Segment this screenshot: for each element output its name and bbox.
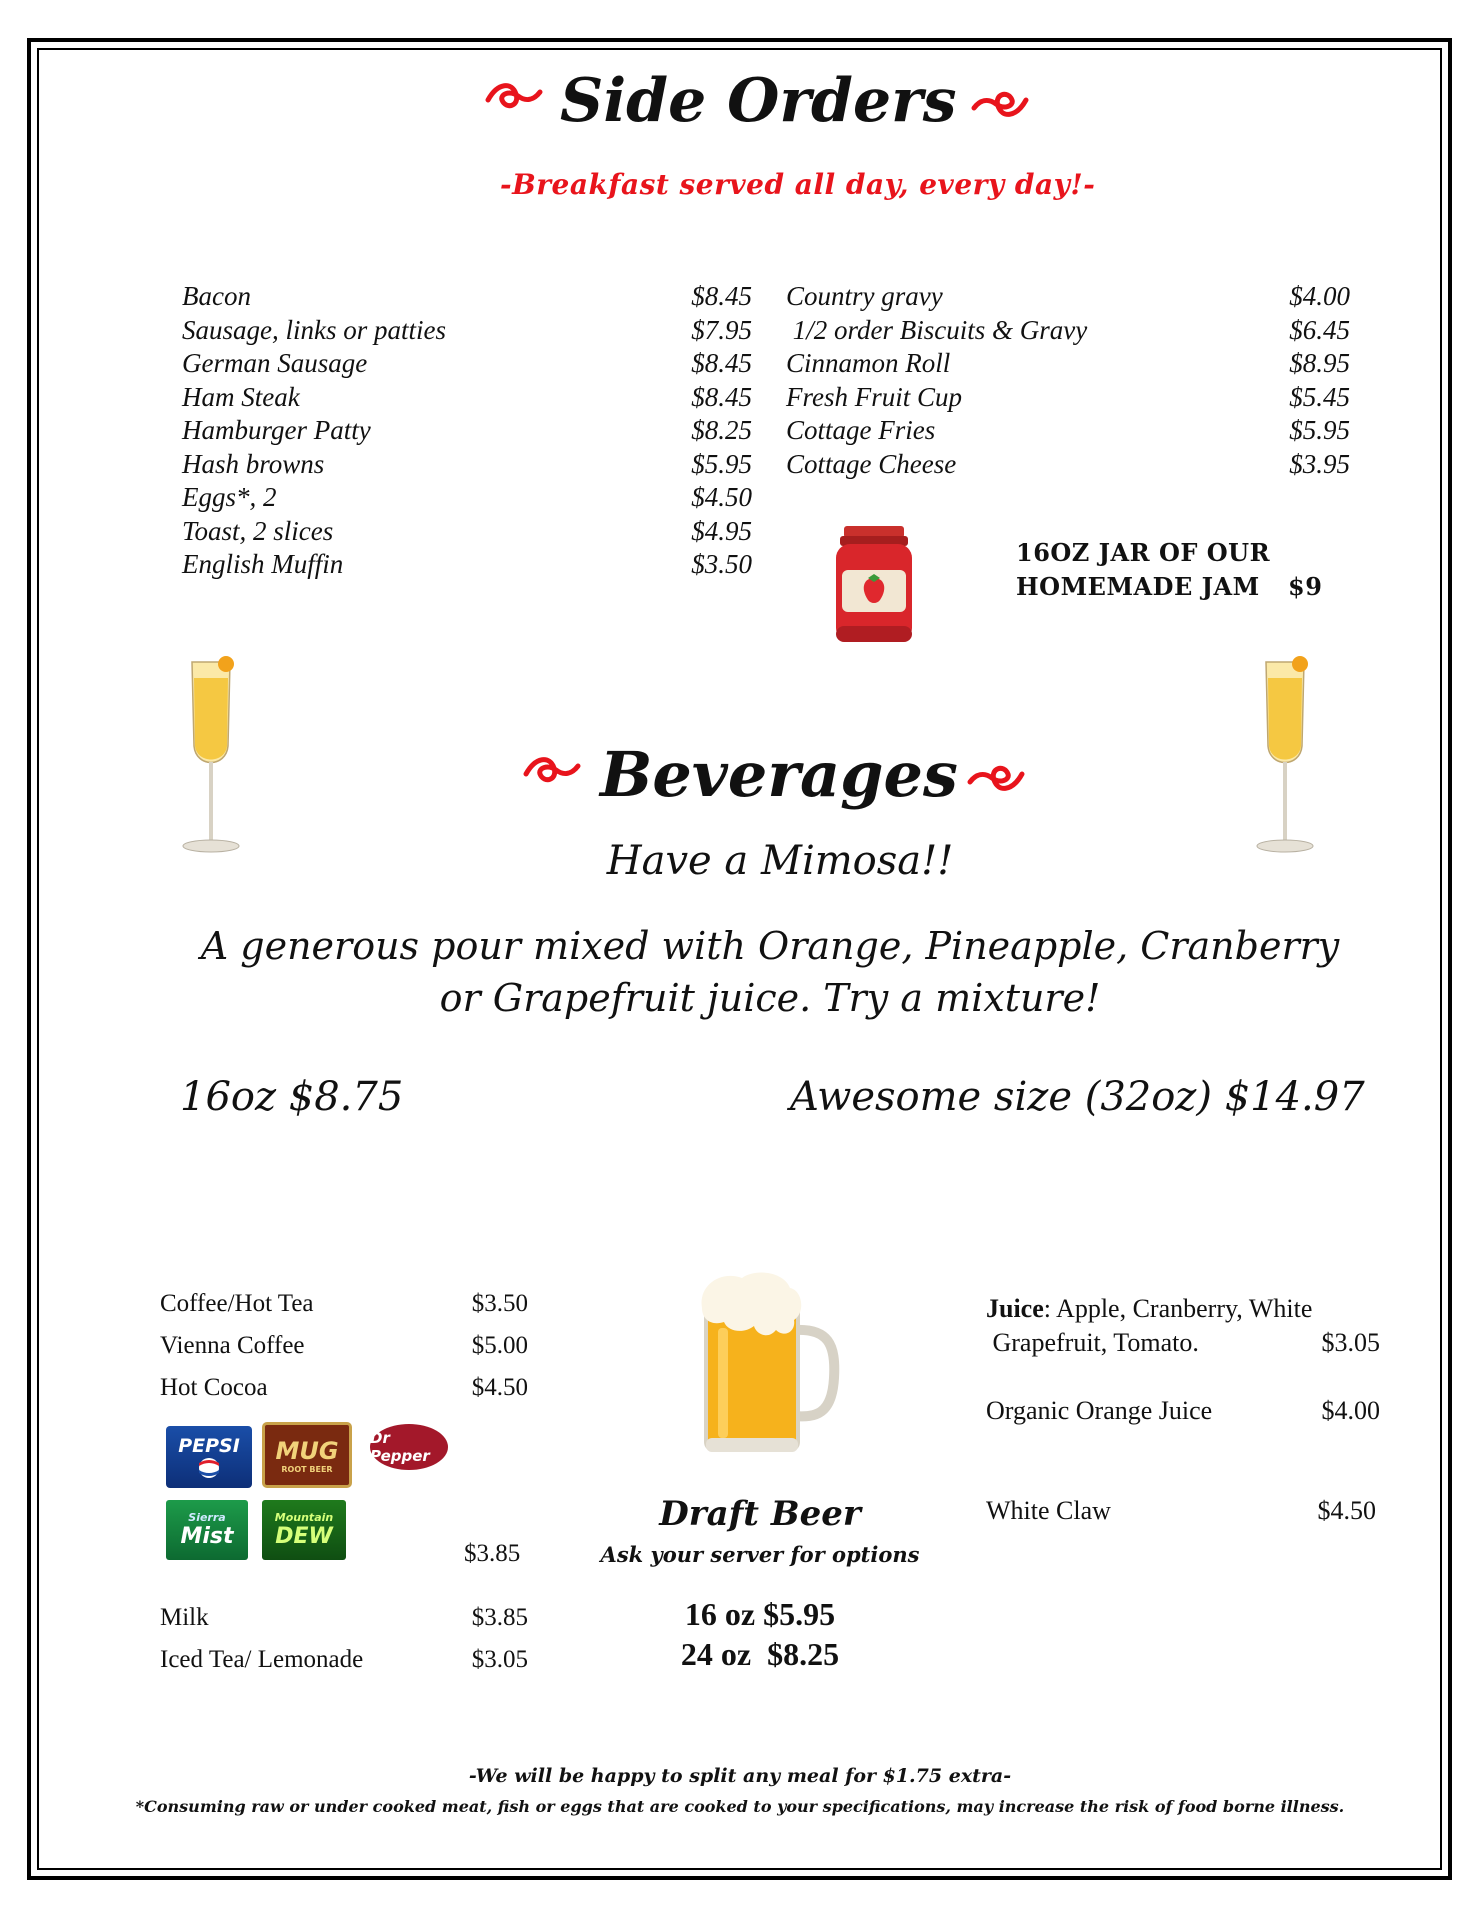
organic-oj-price: $4.00 [1321, 1396, 1380, 1425]
menu-item-row [160, 1286, 528, 1322]
menu-item-name: English Muffin [182, 549, 344, 579]
menu-item-row [786, 347, 1350, 380]
menu-item-price: $5.45 [1289, 381, 1350, 412]
mug-root-beer-logo [262, 1422, 352, 1488]
flourish-left-icon [484, 78, 544, 129]
menu-item-price: $3.85 [471, 1604, 528, 1631]
draft-beer-title: Draft Beer [659, 1494, 861, 1534]
menu-item-name: Sausage, links or patties [182, 314, 446, 345]
beer-mug-icon [698, 1268, 842, 1462]
menu-item-row [786, 280, 1350, 313]
mimosa-glass-left-icon [178, 650, 244, 860]
white-claw-price: $4.50 [1317, 1496, 1376, 1525]
menu-item-row [182, 481, 752, 514]
menu-item-row [182, 414, 752, 447]
menu-item-row [786, 381, 1350, 414]
mug-logo-subtext: ROOT BEER [281, 1464, 333, 1474]
jam-jar-icon [832, 526, 916, 648]
menu-item-name: Hot Cocoa [160, 1374, 268, 1401]
menu-item-price: $3.50 [471, 1290, 528, 1317]
menu-item-name: Fresh Fruit Cup [786, 381, 963, 412]
menu-item-price: $3.95 [1289, 448, 1350, 479]
mug-logo-text: MUG [275, 1436, 339, 1465]
menu-item-row [182, 515, 752, 548]
menu-item-name: Ham Steak [182, 381, 300, 412]
menu-item-name: German Sausage [182, 348, 368, 378]
jam-line2: HOMEMADE JAM [1016, 572, 1260, 601]
tagline: -Breakfast served all day, every day!- [500, 168, 1096, 201]
mimosa-description-line2: or Grapefruit juice. Try a mixture! [439, 976, 1101, 1020]
split-meal-note: -We will be happy to split any meal for $1.75 extra- [468, 1765, 1012, 1787]
menu-item-price: $8.45 [691, 381, 752, 412]
menu-item-price: $6.45 [1289, 314, 1350, 345]
menu-item-price: $4.50 [471, 1374, 528, 1401]
menu-item-price: $8.95 [1289, 348, 1350, 378]
draft-beer-size-16oz: 16 oz $5.95 [684, 1596, 836, 1632]
menu-item-row [182, 347, 752, 380]
white-claw-name: White Claw [986, 1496, 1111, 1525]
beverages-title: Beverages [600, 738, 958, 811]
food-safety-warning: *Consuming raw or under cooked meat, fish or eggs that are cooked to your specifications, may increase the risk of food borne illness. [135, 1797, 1345, 1816]
menu-item-row [786, 414, 1350, 447]
menu-item-name: Hash browns [182, 448, 325, 479]
menu-item-row [182, 314, 752, 347]
menu-item-name: Hamburger Patty [182, 415, 371, 445]
menu-item-price: $8.45 [691, 348, 752, 378]
organic-oj-name: Organic Orange Juice [986, 1396, 1213, 1425]
menu-item-name: Milk [160, 1604, 209, 1631]
menu-item-price: $3.05 [471, 1646, 528, 1673]
menu-item-price: $5.95 [691, 448, 752, 479]
menu-item-name: Coffee/Hot Tea [160, 1290, 314, 1317]
mimosa-size-large: Awesome size (32oz) $14.97 [790, 1074, 1365, 1120]
menu-item-price: $4.50 [691, 482, 752, 512]
menu-item-row [160, 1370, 528, 1406]
dr-pepper-logo [370, 1424, 448, 1470]
menu-item-row [182, 548, 752, 581]
menu-item-name: Toast, 2 slices [182, 515, 334, 546]
juice-line2: Grapefruit, Tomato. [986, 1328, 1199, 1357]
mountain-dew-text: DEW [275, 1524, 333, 1549]
mountain-dew-logo [262, 1500, 346, 1560]
juice-label: Juice [986, 1294, 1044, 1323]
flourish-left-icon [522, 752, 582, 803]
mimosa-size-small: 16oz $8.75 [180, 1074, 404, 1120]
menu-item-price: $5.00 [471, 1332, 528, 1359]
jam-line1: 16OZ JAR OF OUR [1016, 538, 1271, 567]
pepsi-logo-text: PEPSI [178, 1435, 240, 1457]
menu-item-price: $4.95 [691, 515, 752, 546]
menu-item-row [182, 448, 752, 481]
mimosa-glass-right-icon [1252, 650, 1318, 860]
menu-item-name: Cottage Fries [786, 415, 936, 445]
side-orders-title: Side Orders [560, 66, 957, 136]
mimosa-heading: Have a Mimosa!! [606, 838, 954, 884]
menu-item-row [160, 1600, 528, 1636]
flourish-right-icon [966, 756, 1026, 807]
menu-item-name: Iced Tea/ Lemonade [160, 1646, 364, 1673]
menu-item-row [786, 314, 1350, 347]
menu-item-price: $8.25 [691, 415, 752, 445]
draft-beer-subtitle: Ask your server for options [600, 1542, 920, 1567]
draft-beer-size-24oz: 24 oz $8.25 [680, 1636, 840, 1672]
menu-item-name: Eggs*, 2 [182, 482, 277, 512]
juice-price: $3.05 [1321, 1328, 1380, 1357]
menu-item-row [182, 381, 752, 414]
sierra-mist-top-text: Sierra [188, 1511, 226, 1524]
menu-item-name: Country gravy [786, 281, 943, 311]
sierra-mist-logo [166, 1500, 248, 1560]
menu-item-price: $4.00 [1289, 281, 1350, 311]
menu-item-name: Bacon [182, 281, 251, 311]
menu-item-row [160, 1328, 528, 1364]
pepsi-logo [166, 1426, 252, 1488]
menu-item-name: Cinnamon Roll [786, 348, 951, 378]
juice-line1 [986, 1294, 1312, 1324]
juice-line1-text: : Apple, Cranberry, White [1043, 1294, 1313, 1323]
menu-item-name: 1/2 order Biscuits & Gravy [786, 314, 1088, 345]
menu-item-price: $3.50 [691, 549, 752, 579]
soda-price: $3.85 [464, 1540, 521, 1567]
sierra-mist-text: Mist [180, 1524, 234, 1549]
menu-item-row [160, 1642, 528, 1678]
jam-price: $9 [1288, 572, 1323, 601]
menu-item-name: Cottage Cheese [786, 448, 957, 479]
dr-pepper-logo-text: Dr Pepper [370, 1429, 430, 1465]
mimosa-description-line1: A generous pour mixed with Orange, Pineapple, Cranberry [200, 924, 1340, 968]
menu-item-price: $7.95 [691, 314, 752, 345]
flourish-right-icon [970, 82, 1030, 133]
menu-item-row [786, 448, 1350, 481]
menu-item-name: Vienna Coffee [160, 1332, 305, 1359]
mountain-dew-top-text: Mountain [274, 1511, 334, 1524]
menu-item-price: $5.95 [1289, 415, 1350, 445]
menu-item-price: $8.45 [691, 281, 752, 311]
menu-item-row [182, 280, 752, 313]
